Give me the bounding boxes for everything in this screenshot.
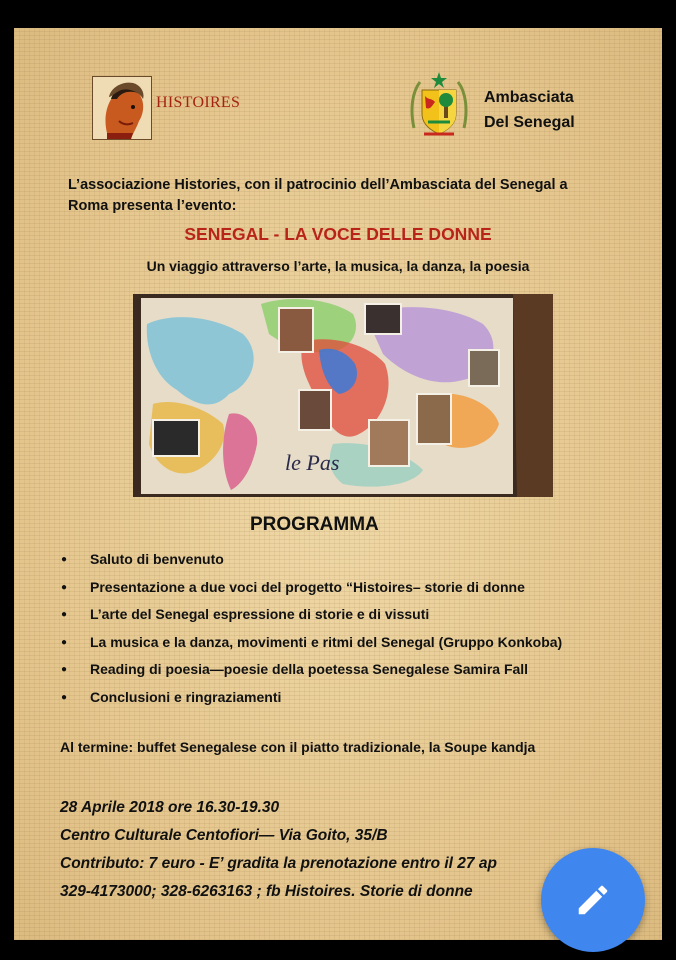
bullet-icon: ● — [61, 554, 68, 565]
intro-line2: Roma presenta l’evento: — [68, 198, 237, 214]
program-item-text: Reading di poesia—poesie della poetessa Senegalese Samira Fall — [90, 661, 529, 677]
intro-line1: L’associazione Histories, con il patrocinio dell’Ambasciata del Senegal a — [68, 177, 568, 193]
event-venue: Centro Culturale Centofiori— Via Goito, 35/B — [60, 827, 388, 844]
program-item — [58, 601, 658, 629]
event-contribution: Contributo: 7 euro - E’ gradita la prenotazione entro il 27 ap — [60, 855, 497, 872]
bullet-icon: ● — [61, 664, 68, 675]
world-map-artwork-image — [133, 294, 553, 497]
bullet-icon: ● — [61, 581, 68, 593]
program-item-text: Conclusioni e ringraziamenti — [90, 688, 282, 705]
embassy-name — [484, 85, 575, 135]
histoires-logo-icon — [92, 76, 152, 140]
program-item-text: Saluto di benvenuto — [90, 551, 224, 567]
program-item — [58, 656, 658, 684]
program-item-text: L’arte del Senegal espressione di storie e di vissuti — [90, 606, 430, 622]
program-item — [58, 574, 658, 602]
bullet-icon: ● — [61, 636, 68, 648]
program-list — [58, 546, 658, 711]
event-title: SENEGAL - LA VOCE DELLE DONNE — [184, 224, 492, 244]
map-signature-text: le Pas — [285, 450, 340, 475]
program-item — [58, 546, 658, 574]
senegal-coat-of-arms-icon — [408, 70, 470, 140]
event-poster — [14, 28, 662, 940]
embassy-name-line1: Ambasciata — [484, 89, 574, 106]
program-item — [58, 629, 658, 657]
closing-note: Al termine: buffet Senegalese con il piatto tradizionale, la Soupe kandja — [60, 739, 536, 755]
bullet-icon: ● — [61, 609, 68, 620]
program-item-text: La musica e la danza, movimenti e ritmi del Senegal (Gruppo Konkoba) — [90, 633, 563, 650]
programma-heading: PROGRAMMA — [250, 514, 379, 535]
program-item — [58, 684, 658, 712]
embassy-name-line2: Del Senegal — [484, 114, 575, 131]
edit-fab-button[interactable] — [541, 848, 645, 952]
pencil-edit-icon — [574, 881, 612, 919]
intro-paragraph — [68, 175, 628, 217]
event-date: 28 Aprile 2018 ore 16.30-19.30 — [60, 799, 280, 816]
program-item-text: Presentazione a due voci del progetto “Histoires– storie di donne — [90, 578, 525, 595]
histoires-logo-text: HISTOIRES — [156, 94, 241, 111]
bullet-icon: ● — [61, 691, 68, 703]
event-contacts: 329-4173000; 328-6263163 ; fb Histoires. Storie di donne — [60, 883, 473, 900]
event-subtitle: Un viaggio attraverso l’arte, la musica, la danza, la poesia — [146, 258, 530, 274]
